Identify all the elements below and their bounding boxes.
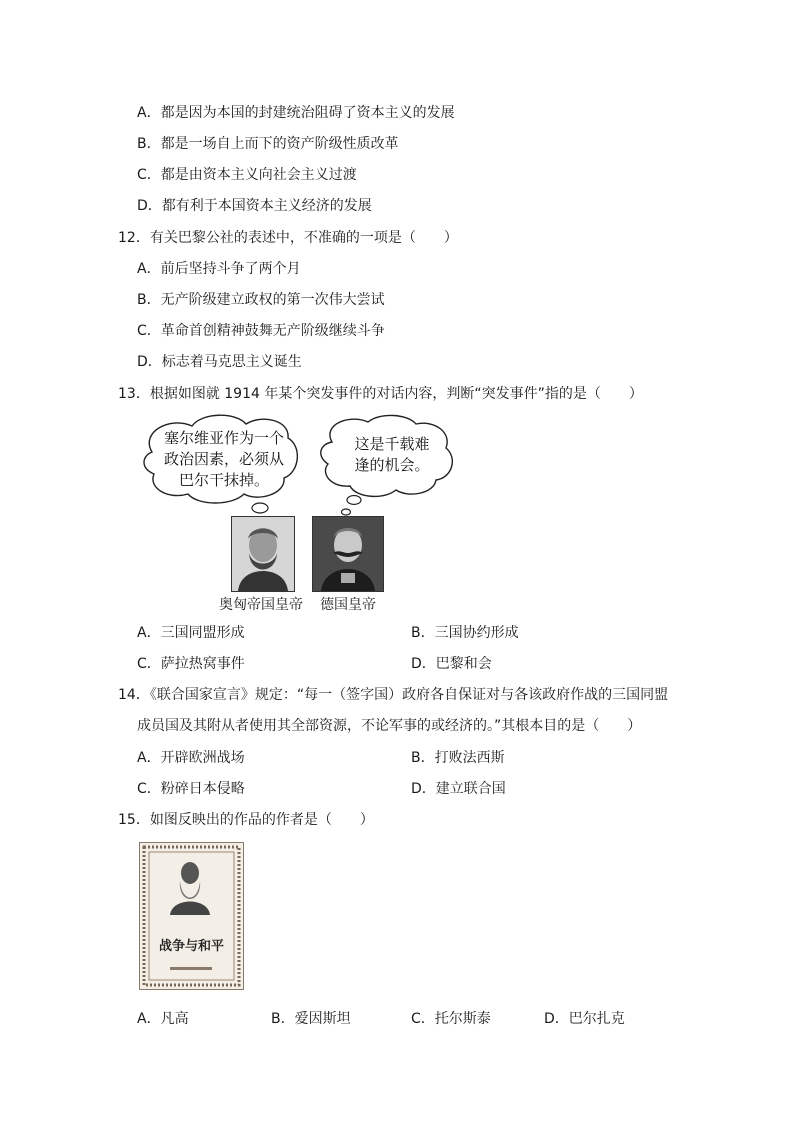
q15-option-c: C．托尔斯泰 (411, 1011, 491, 1027)
bubble-left-line: 巴尔干抹掉。 (178, 471, 269, 489)
war-and-peace-book-cover (139, 842, 244, 990)
q13-option-d: D．巴黎和会 (411, 656, 492, 672)
q14-stem-line1: 14．《联合国家宣言》规定：“每一（签字国）政府各自保证对与各该政府作战的三国同盟 (118, 687, 669, 703)
q14-option-d: D．建立联合国 (411, 781, 506, 797)
q13-option-c: C．萨拉热窝事件 (137, 656, 245, 672)
q13-option-a: A．三国同盟形成 (137, 625, 245, 641)
q11-option-b: B．都是一场自上而下的资产阶级性质改革 (137, 136, 399, 152)
bubble-left-line: 政治因素，必须从 (163, 450, 284, 468)
q14-option-c: C．粉碎日本侵略 (137, 781, 245, 797)
q11-option-c: C．都是由资本主义向社会主义过渡 (137, 167, 357, 183)
q15-option-d: D．巴尔扎克 (544, 1011, 625, 1027)
q14-option-b: B．打败法西斯 (411, 750, 505, 766)
q14-option-a: A．开辟欧洲战场 (137, 750, 245, 766)
caption-austria-hungary-emperor: 奥匈帝国皇帝 (219, 597, 303, 613)
q15-option-a: A．凡高 (137, 1011, 189, 1027)
bubble-right-line: 这是千载难 (354, 435, 430, 453)
q13-stem: 13．根据如图就 1914 年某个突发事件的对话内容，判断“突发事件”指的是（ ） (118, 386, 643, 402)
q11-option-d: D．都有利于本国资本主义经济的发展 (137, 198, 372, 214)
q12-option-b: B．无产阶级建立政权的第一次伟大尝试 (137, 292, 385, 308)
q13-option-b: B．三国协约形成 (411, 625, 519, 641)
q12-stem: 12．有关巴黎公社的表述中，不准确的一项是（ ） (118, 230, 458, 246)
book-title: 战争与和平 (158, 939, 224, 954)
bubble-left-text (154, 428, 294, 491)
caption-german-emperor: 德国皇帝 (320, 597, 376, 613)
austria-hungary-emperor-portrait (231, 516, 295, 592)
q14-stem-line2: 成员国及其附从者使用其全部资源，不论军事的或经济的。”其根本目的是（ ） (137, 718, 642, 734)
q12-option-a: A．前后坚持斗争了两个月 (137, 261, 301, 277)
bubble-left-line: 塞尔维亚作为一个 (163, 429, 284, 447)
bubble-right-text (336, 434, 448, 476)
q15-stem: 15．如图反映出的作品的作者是（ ） (118, 812, 374, 828)
q11-option-a: A．都是因为本国的封建统治阻碍了资本主义的发展 (137, 105, 455, 121)
q12-option-d: D．标志着马克思主义诞生 (137, 354, 302, 370)
q15-option-b: B．爱因斯坦 (271, 1011, 351, 1027)
q12-option-c: C．革命首创精神鼓舞无产阶级继续斗争 (137, 323, 385, 339)
bubble-right-line: 逢的机会。 (354, 456, 430, 474)
q13-figure (140, 412, 460, 617)
german-emperor-portrait (312, 516, 384, 592)
